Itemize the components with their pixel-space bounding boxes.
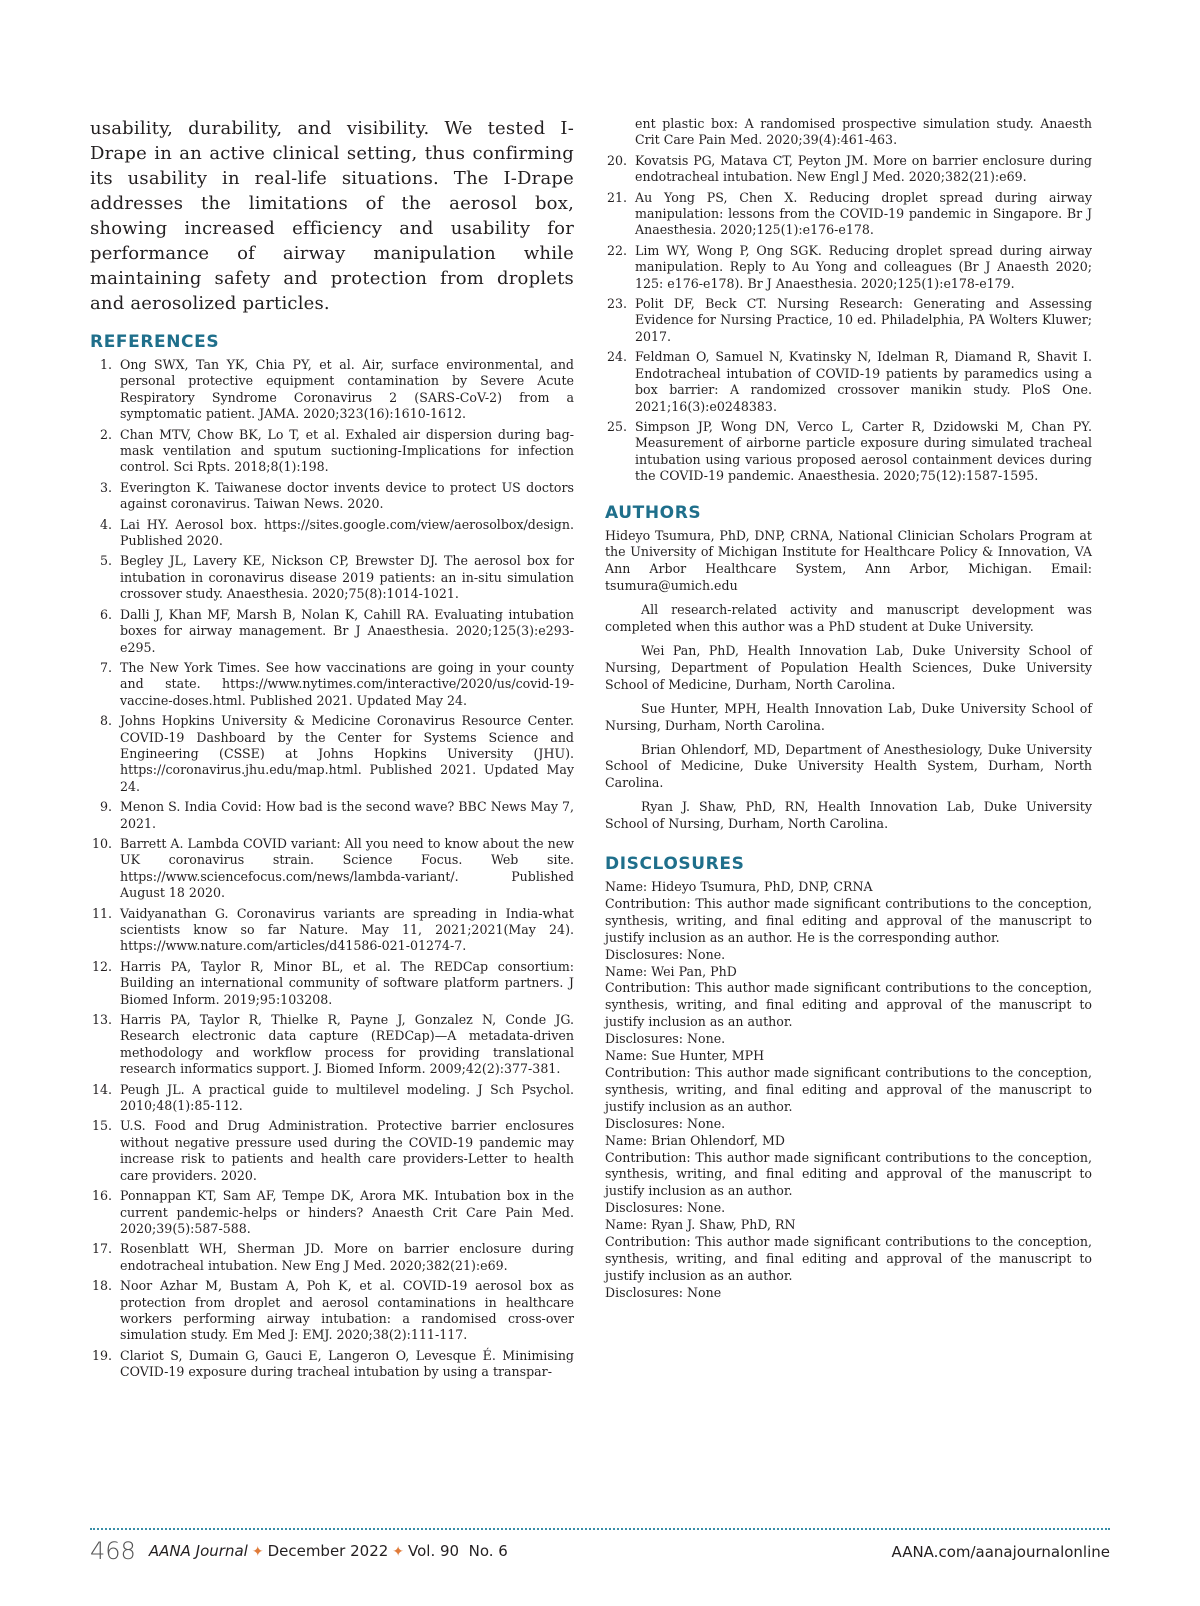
reference-number: 12. <box>91 958 112 974</box>
reference-number: 17. <box>91 1241 112 1257</box>
reference-item <box>90 517 574 550</box>
reference-item <box>90 427 574 476</box>
reference-text: Peugh JL. A practical guide to multilevel modeling. J Sch Psychol. 2010;48(1):85-112. <box>120 1081 574 1114</box>
reference-number: 20. <box>606 152 627 168</box>
reference-number: 16. <box>91 1188 112 1204</box>
reference-number: 15. <box>91 1118 112 1134</box>
reference-item <box>90 713 574 795</box>
reference-number: 1. <box>99 357 112 372</box>
right-column <box>605 116 1092 1302</box>
journal-name: AANA Journal <box>148 1542 248 1560</box>
reference-item <box>90 1348 574 1381</box>
reference-text: The New York Times. See how vaccinations are going in your county and state. https://www.nytimes.com/interactive/2020/us/covid-19-vaccine-doses.html. Published 2021. Updated May 24. <box>120 659 574 708</box>
reference-item <box>90 1118 574 1184</box>
reference-text: Everington K. Taiwanese doctor invents device to protect US doctors against coronavirus. Taiwan News. 2020. <box>120 479 574 512</box>
reference-number: 23. <box>606 296 627 312</box>
reference-text: Harris PA, Taylor R, Thielke R, Payne J, Gonzalez N, Conde JG. Research electronic data capture (REDCap)—A metadata-driven methodology and workflow process for providing translational research informatics support. J. Biomed Inform. 2009;42(2):377-381. <box>120 1012 574 1077</box>
author-paragraph: Wei Pan, PhD, Health Innovation Lab, Duke University School of Nursing, Department of Population Health Sciences, Duke University School of Medicine, Durham, North Carolina. <box>605 642 1092 692</box>
reference-number: 10. <box>91 835 112 851</box>
reference-number: 8. <box>99 713 112 729</box>
reference-number: 21. <box>606 189 627 205</box>
author-paragraph: Ryan J. Shaw, PhD, RN, Health Innovation Lab, Duke University School of Nursing, Durham, North Carolina. <box>605 799 1092 832</box>
disclosures-heading: DISCLOSURES <box>605 854 745 875</box>
intro-paragraph: usability, durability, and visibility. We tested I-Drape in an active clinical setting, thus confirming its usability in real-life situations. The I-Drape addresses the limitations of the aerosol box, showing increased efficiency and usability for performance of airway manipulation while maintaining safety and protection from droplets and aerosolized particles. <box>90 118 574 314</box>
reference-item <box>605 296 1092 345</box>
disclosure-line: Disclosures: None. <box>605 1031 726 1047</box>
left-column <box>90 116 574 1385</box>
reference-item <box>90 1082 574 1115</box>
page-number: 468 <box>90 1537 136 1565</box>
reference-text: Ong SWX, Tan YK, Chia PY, et al. Air, surface environmental, and personal protective equipment contamination by Severe Acute Respiratory Syndrome Coronavirus 2 (SARS-CoV-2) from a symptomatic patient. JAMA. 2020;323(16):1610-1612. <box>120 357 574 422</box>
disclosure-line: Contribution: This author made significant contributions to the conception, synthesis, writing, and final editing and approval of the manuscript to justify inclusion as an author. He is the corresponding author. <box>605 895 1092 945</box>
reference-item <box>90 1012 574 1078</box>
references-list <box>90 357 574 1381</box>
reference-number: 11. <box>91 905 112 921</box>
reference-number: 6. <box>99 606 112 622</box>
reference-item <box>90 1278 574 1344</box>
reference-number: 24. <box>606 349 627 365</box>
disclosure-line: Disclosures: None <box>605 1284 722 1300</box>
reference-text: Vaidyanathan G. Coronavirus variants are spreading in India-what scientists know so far Nature. May 11, 2021;2021(May 24). https://www.nature.com/articles/d41586-021-01274-7. <box>120 905 574 954</box>
reference-text: Ponnappan KT, Sam AF, Tempe DK, Arora MK. Intubation box in the current pandemic-helps or hinders? Anaesth Crit Care Pain Med. 2020;39(5):587-588. <box>120 1188 574 1236</box>
references-heading: REFERENCES <box>90 332 220 352</box>
authors-heading: AUTHORS <box>605 502 702 523</box>
reference-item <box>90 357 574 423</box>
reference-text: Au Yong PS, Chen X. Reducing droplet spread during airway manipulation: lessons from the COVID-19 pandemic in Singapore. Br J Anaesthesia. 2020;125(1):e176-e178. <box>635 189 1092 238</box>
reference-item <box>605 190 1092 239</box>
reference-item <box>90 1241 574 1274</box>
reference-number: 3. <box>99 479 112 495</box>
reference-text: Rosenblatt WH, Sherman JD. More on barrier enclosure during endotracheal intubation. New Eng J Med. 2020;382(21):e69. <box>120 1241 574 1273</box>
disclosure-line: Contribution: This author made significant contributions to the conception, synthesis, writing, and final editing and approval of the manuscript to justify inclusion as an author. <box>605 1065 1092 1114</box>
diamond-separator-icon: ✦ <box>251 1544 264 1560</box>
reference-number: 22. <box>606 242 627 258</box>
disclosure-line: Contribution: This author made significant contributions to the conception, synthesis, writing, and final editing and approval of the manuscript to justify inclusion as an author. <box>605 1234 1092 1283</box>
disclosure-line: Contribution: This author made significant contributions to the conception, synthesis, writing, and final editing and approval of the manuscript to justify inclusion as an author. <box>605 1149 1092 1199</box>
disclosure-line: Name: Wei Pan, PhD <box>605 963 737 979</box>
reference-item <box>90 1188 574 1237</box>
journal-url[interactable]: AANA.com/aanajournalonline <box>891 1543 1110 1561</box>
disclosure-line: Name: Sue Hunter, MPH <box>605 1048 765 1064</box>
reference-number: 2. <box>99 426 112 442</box>
reference-item <box>90 906 574 955</box>
reference-item <box>90 799 574 832</box>
reference-text: Begley JL, Lavery KE, Nickson CP, Brewster DJ. The aerosol box for intubation in coronavirus disease 2019 patients: an in-situ simulation crossover study. Anaesthesia. 2020;75(8):1014-1021. <box>120 553 574 602</box>
reference-item <box>605 243 1092 292</box>
disclosure-line: Name: Brian Ohlendorf, MD <box>605 1132 785 1148</box>
reference-text: Barrett A. Lambda COVID variant: All you need to know about the new UK coronavirus strain. Science Focus. Web site. https://www.sciencefocus.com/news/lambda-variant/. Published August 18 2020. <box>120 835 574 901</box>
reference-text: Menon S. India Covid: How bad is the second wave? BBC News May 7, 2021. <box>120 799 574 831</box>
disclosure-line: Disclosures: None. <box>605 1200 726 1216</box>
reference-number: 18. <box>91 1278 112 1294</box>
author-paragraph: All research-related activity and manuscript development was completed when this author was a PhD student at Duke University. <box>605 602 1092 635</box>
reference-text: U.S. Food and Drug Administration. Protective barrier enclosures without negative pressure used during the COVID-19 pandemic may increase risk to patients and health care providers-Letter to health care providers. 2020. <box>120 1118 574 1183</box>
reference-text: Polit DF, Beck CT. Nursing Research: Generating and Assessing Evidence for Nursing Practice, 10 ed. Philadelphia, PA Wolters Kluwer; 2017. <box>635 296 1092 344</box>
reference-text: Harris PA, Taylor R, Minor BL, et al. The REDCap consortium: Building an international community of software platform partners. J Biomed Inform. 2019;95:103208. <box>120 958 574 1007</box>
reference-text: Simpson JP, Wong DN, Verco L, Carter R, Dzidowski M, Chan PY. Measurement of airborne particle exposure during simulated tracheal intubation using various proposed aerosol containment devices during the COVID-19 pandemic. Anaesthesia. 2020;75(12):1587-1595. <box>635 418 1092 484</box>
footer-divider <box>90 1528 1110 1530</box>
references-list-continued <box>605 153 1092 485</box>
reference-text: Johns Hopkins University & Medicine Coronavirus Resource Center. COVID-19 Dashboard by the Center for Systems Science and Engineering (CSSE) at Johns Hopkins University (JHU). https://coronavirus.jhu.edu/map.html. Published 2021. Updated May 24. <box>120 713 574 794</box>
reference-19-continued: ent plastic box: A randomised prospective simulation study. Anaesth Crit Care Pain Med. 2020;39(4):461-463. <box>635 116 1092 148</box>
reference-text: Kovatsis PG, Matava CT, Peyton JM. More on barrier enclosure during endotracheal intubation. New Engl J Med. 2020;382(21):e69. <box>635 152 1092 185</box>
reference-text: Lim WY, Wong P, Ong SGK. Reducing droplet spread during airway manipulation. Reply to Au Yong and colleagues (Br J Anaesth 2020; 125: e176-e178). Br J Anaesthesia. 2020;125(1):e178-e179. <box>635 242 1092 291</box>
disclosure-line: Disclosures: None. <box>605 1115 726 1131</box>
reference-text: Noor Azhar M, Bustam A, Poh K, et al. COVID-19 aerosol box as protection from droplet and aerosol contaminations in healthcare workers performing airway intubation: a randomised cross-over simulation study. Em Med J: EMJ. 2020;38(2):111-117. <box>120 1278 574 1343</box>
reference-number: 4. <box>99 516 112 532</box>
reference-item <box>90 607 574 656</box>
disclosure-line: Name: Ryan J. Shaw, PhD, RN <box>605 1217 796 1233</box>
page-footer <box>90 1537 1110 1567</box>
author-paragraph: Sue Hunter, MPH, Health Innovation Lab, Duke University School of Nursing, Durham, North Carolina. <box>605 700 1092 733</box>
reference-item <box>605 153 1092 186</box>
disclosure-line: Disclosures: None. <box>605 946 726 962</box>
publication-info <box>149 1542 508 1560</box>
diamond-separator-icon: ✦ <box>392 1544 405 1560</box>
reference-number: 19. <box>91 1347 112 1363</box>
reference-item <box>90 959 574 1008</box>
reference-text: Feldman O, Samuel N, Kvatinsky N, Idelman R, Diamand R, Shavit I. Endotracheal intubation of COVID-19 patients by paramedics using a box barrier: A randomized crossover manikin study. PloS One. 2021;16(3):e0248383. <box>635 349 1092 414</box>
reference-number: 25. <box>606 418 627 434</box>
authors-section <box>605 528 1092 834</box>
reference-text: Clariot S, Dumain G, Gauci E, Langeron O, Levesque É. Minimising COVID-19 exposure during tracheal intubation by using a transpar- <box>120 1347 574 1380</box>
reference-number: 13. <box>91 1012 112 1028</box>
reference-item <box>90 480 574 513</box>
author-paragraph: Brian Ohlendorf, MD, Department of Anesthesiology, Duke University School of Medicine, Duke University Health System, Durham, North Carolina. <box>605 741 1092 791</box>
reference-item <box>90 836 574 902</box>
reference-number: 14. <box>91 1081 112 1097</box>
reference-number: 9. <box>99 799 112 815</box>
reference-number: 7. <box>99 659 112 675</box>
reference-item <box>90 553 574 602</box>
reference-text: Lai HY. Aerosol box. https://sites.google.com/view/aerosolbox/design. Published 2020. <box>120 516 574 549</box>
issue-date: December 2022 <box>267 1542 389 1560</box>
disclosures-section <box>605 879 1092 1302</box>
reference-text: Chan MTV, Chow BK, Lo T, et al. Exhaled air dispersion during bag-mask ventilation and sputum suctioning-Implications for infection control. Sci Rpts. 2018;8(1):198. <box>120 426 574 475</box>
disclosure-line: Name: Hideyo Tsumura, PhD, DNP, CRNA <box>605 879 873 895</box>
volume-issue: Vol. 90 No. 6 <box>408 1542 508 1560</box>
reference-number: 5. <box>99 553 112 569</box>
reference-text: Dalli J, Khan MF, Marsh B, Nolan K, Cahill RA. Evaluating intubation boxes for airway management. Br J Anaesthesia. 2020;125(3):e293-e295. <box>120 606 574 655</box>
author-paragraph: Hideyo Tsumura, PhD, DNP, CRNA, National Clinician Scholars Program at the University of Michigan Institute for Healthcare Policy & Innovation, VA Ann Arbor Healthcare System, Ann Arbor, Michigan. Email: tsumura@umich.edu <box>605 527 1092 594</box>
disclosure-line: Contribution: This author made significant contributions to the conception, synthesis, writing, and final editing and approval of the manuscript to justify inclusion as an author. <box>605 980 1092 1030</box>
reference-item <box>90 660 574 709</box>
reference-item <box>605 349 1092 415</box>
reference-item <box>605 419 1092 485</box>
